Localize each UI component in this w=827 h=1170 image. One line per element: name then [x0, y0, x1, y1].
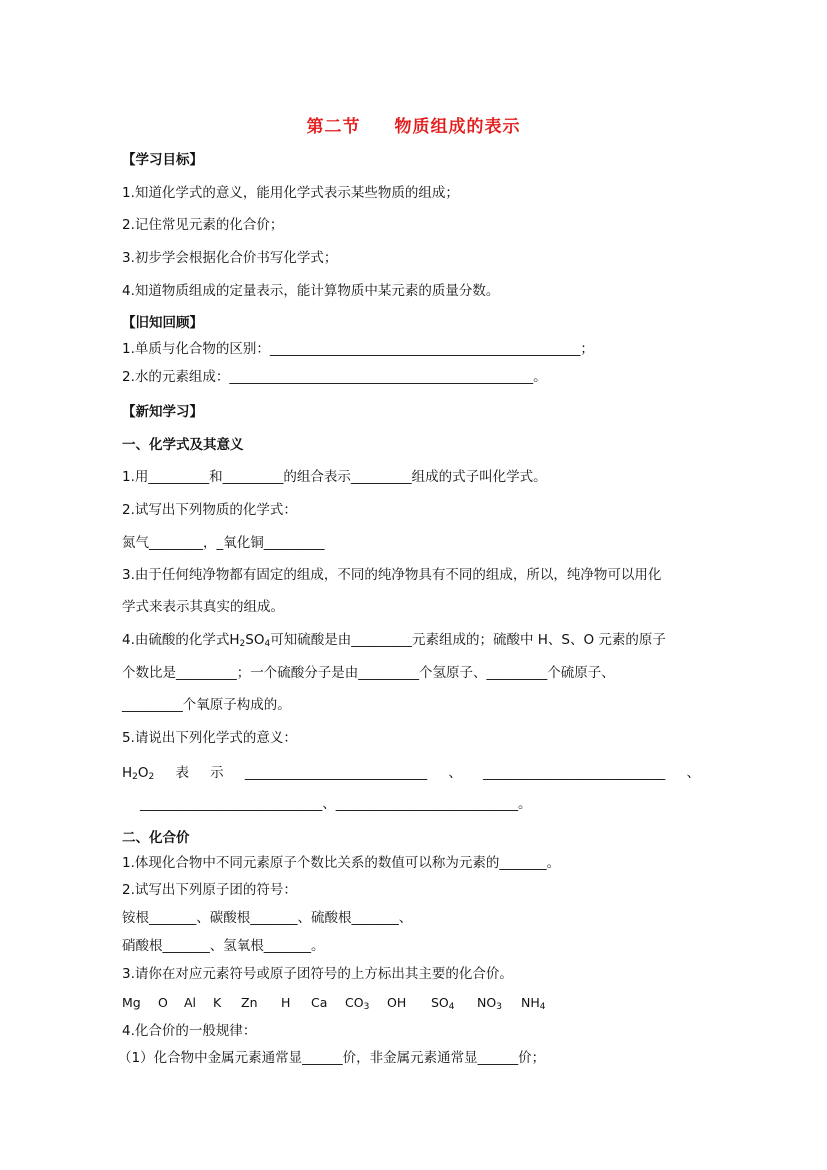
objective-item-2: 2.记住常见元素的化合价；: [122, 217, 284, 233]
answer-blank[interactable]: ________: [149, 535, 203, 551]
objective-item-3: 3.初步学会根据化合价书写化学式；: [122, 250, 338, 266]
symbol-ca[interactable]: Ca: [311, 995, 328, 1010]
s2-question-4: 4.化合价的一般规律：: [122, 1023, 257, 1039]
answer-blank[interactable]: _________: [486, 665, 548, 681]
answer-blank[interactable]: ___________________________: [244, 765, 428, 781]
answer-blank[interactable]: _______: [263, 938, 311, 954]
symbol-so4[interactable]: $SO_4$: [431, 995, 455, 1012]
answer-blank[interactable]: _________: [222, 469, 284, 485]
s1-question-2: 2.试写出下列物质的化学式：: [122, 502, 297, 518]
answer-blank[interactable]: _______: [149, 910, 197, 926]
page-title: [0, 112, 827, 137]
symbol-co3[interactable]: $CO_3$: [345, 995, 370, 1012]
s1-question-4-line-2: 个数比是_________；一个硫酸分子是由_________个氢原子、_________个硫原子、: [122, 665, 615, 681]
answer-blank[interactable]: _________: [350, 469, 412, 485]
s2-question-2-row-1: 铵根_______、碳酸根_______、硫酸根_______、: [122, 910, 413, 926]
objectives-heading: 【学习目标】: [122, 152, 203, 168]
answer-blank[interactable]: ______________________________________________: [269, 341, 581, 357]
title-section-number: 第二节: [306, 117, 361, 137]
answer-blank[interactable]: ___________________________: [335, 796, 518, 812]
s2-question-3-symbols: [122, 994, 557, 1012]
s1-question-1: 1.用_________和_________的组合表示_________组成的式子叫化学式。: [122, 469, 547, 485]
symbol-mg[interactable]: Mg: [122, 995, 141, 1010]
answer-blank[interactable]: _______: [162, 938, 210, 954]
s2-question-1: 1.体现化合物中不同元素原子个数比关系的数值可以称为元素的_______。: [122, 855, 561, 871]
symbol-h[interactable]: H: [281, 995, 291, 1010]
symbol-o[interactable]: O: [158, 995, 168, 1010]
symbol-oh[interactable]: OH: [387, 995, 407, 1010]
s1-question-4-line-1: 4.由硫酸的化学式$H_2SO_4$可知硫酸是由_________元素组成的；硫酸中 H、S、O 元素的原子: [122, 632, 666, 649]
review-question-2: 2.水的元素组成：_____________________________________________。: [122, 369, 547, 385]
answer-blank[interactable]: _________: [358, 665, 419, 681]
answer-blank[interactable]: _________: [263, 535, 325, 551]
objective-item-4: 4.知道物质组成的定量表示，能计算物质中某元素的质量分数。: [122, 283, 500, 299]
s2-question-2-row-2: 硝酸根_______、氢氧根_______。: [122, 938, 325, 954]
symbol-al[interactable]: Al: [184, 995, 197, 1010]
s2-question-2: 2.试写出下列原子团的符号：: [122, 882, 297, 898]
s1-question-2-answers: 氮气________，_氧化铜_________: [122, 535, 325, 551]
answer-blank[interactable]: _______: [351, 910, 399, 926]
answer-blank[interactable]: _________: [351, 632, 412, 648]
symbol-k[interactable]: K: [213, 995, 222, 1010]
s1-question-5-line-2: ___________________________、___________________________。: [140, 796, 532, 812]
answer-blank[interactable]: ______: [477, 1050, 519, 1066]
answer-blank[interactable]: ______: [302, 1050, 343, 1066]
answer-blank[interactable]: _________: [176, 665, 237, 681]
answer-blank[interactable]: _______: [250, 910, 298, 926]
s2-question-4-sub-1: （1）化合物中金属元素通常显______价，非金属元素通常显______价；: [118, 1050, 546, 1066]
review-question-1: 1.单质与化合物的区别：______________________________________________；: [122, 341, 594, 357]
title-section-name: 物质组成的表示: [394, 117, 521, 137]
symbol-zn[interactable]: Zn: [241, 995, 258, 1010]
symbol-nh4[interactable]: $NH_4$: [521, 995, 546, 1012]
objective-item-1: 1.知道化学式的意义，能用化学式表示某些物质的组成；: [122, 185, 459, 201]
answer-blank[interactable]: _______: [499, 855, 547, 871]
formula-h2o2: $H_2O_2$: [122, 765, 155, 782]
symbol-no3[interactable]: $NO_3$: [477, 995, 502, 1012]
s1-question-3-line-1: 3.由于任何纯净物都有固定的组成，不同的纯净物具有不同的组成，所以，纯净物可以用化: [122, 567, 662, 583]
answer-blank[interactable]: _________: [122, 697, 183, 713]
s2-question-3: 3.请你在对应元素符号或原子团符号的上方标出其主要的化合价。: [122, 966, 513, 982]
s1-question-5: 5.请说出下列化学式的意义：: [122, 730, 297, 746]
formula-h2so4: $H_2SO_4$: [229, 632, 271, 649]
answer-blank[interactable]: _____________________________________________: [229, 369, 534, 385]
s1-question-3-line-2: 学式来表示其真实的组成。: [122, 599, 284, 615]
answer-blank[interactable]: _________: [148, 469, 210, 485]
s1-question-5-line-1: $H_2O_2$ 表 示 ___________________________ 、 ___________________________ 、: [122, 765, 700, 782]
s1-question-4-line-3: _________个氧原子构成的。: [122, 697, 291, 713]
section-2-heading: 二、化合价: [122, 830, 190, 846]
review-heading: 【旧知回顾】: [122, 315, 203, 331]
new-learning-heading: 【新知学习】: [122, 404, 203, 420]
answer-blank[interactable]: ___________________________: [140, 796, 323, 812]
answer-blank[interactable]: ___________________________: [483, 765, 666, 781]
section-1-heading: 一、化学式及其意义: [122, 437, 244, 453]
